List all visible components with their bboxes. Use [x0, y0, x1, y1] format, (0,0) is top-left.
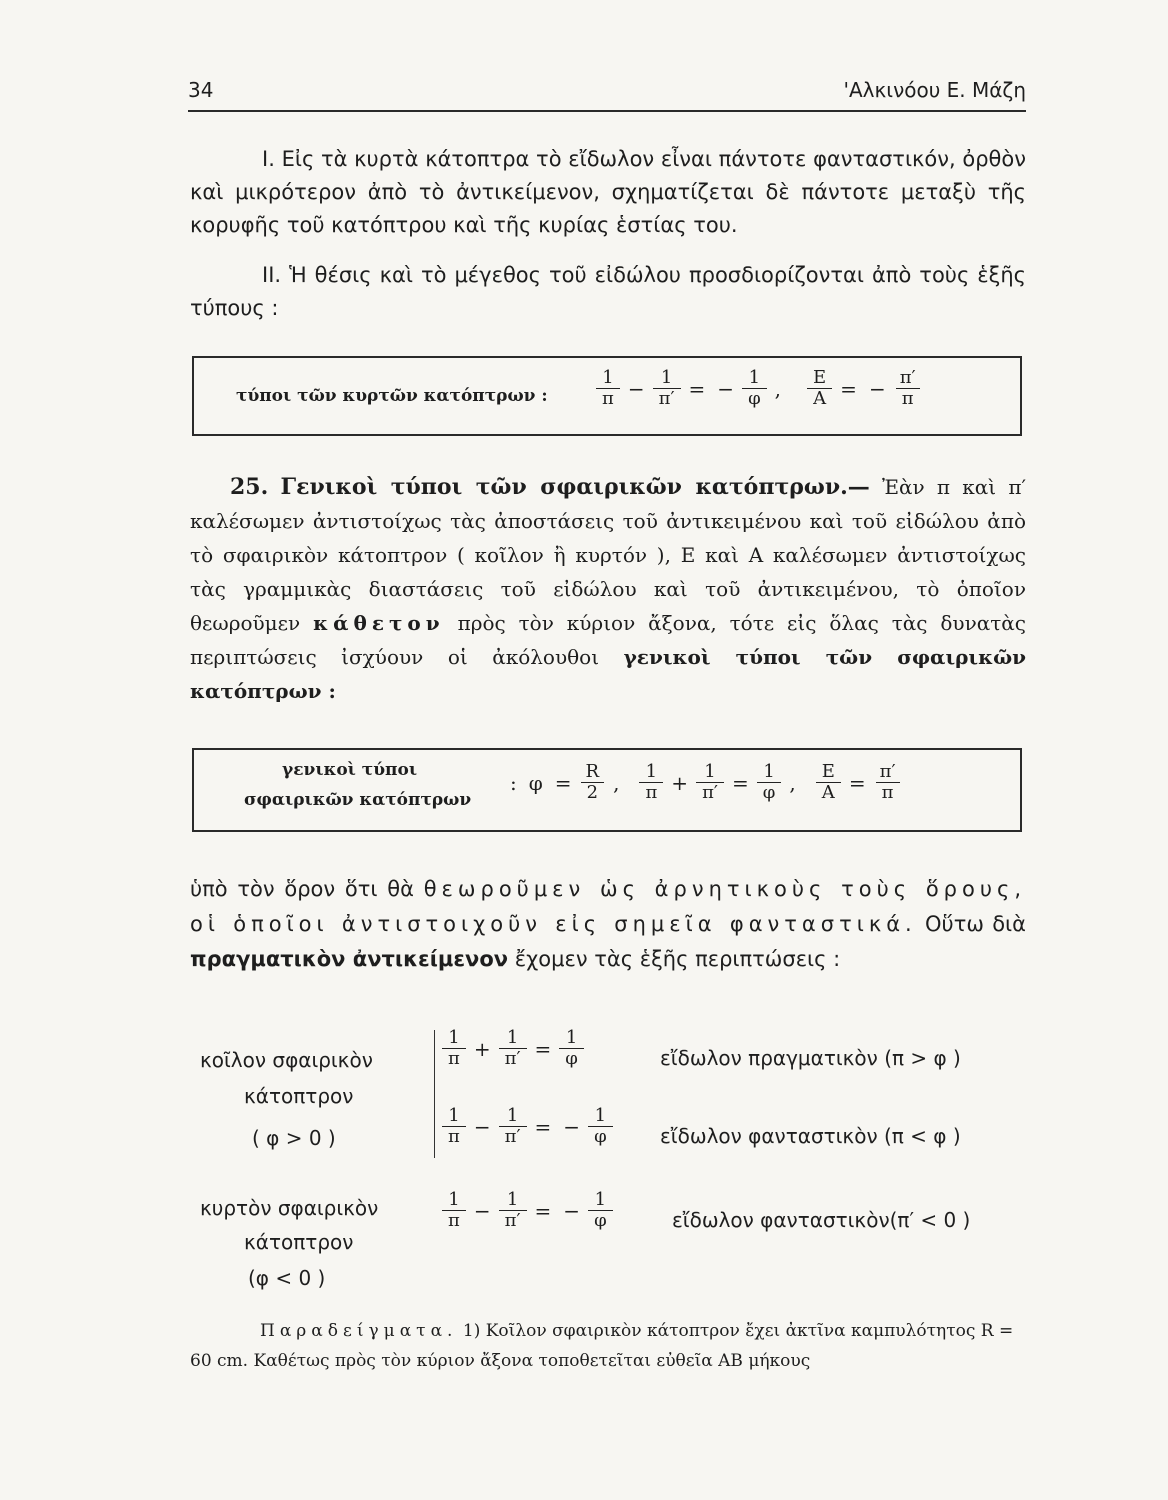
examples-label: Παραδείγματα.: [260, 1321, 458, 1341]
frac-1-over-pi-prime: $\frac{1}{\pi'}$: [653, 368, 681, 409]
frac-pi-prime-over-pi: $\frac{\pi'}{\pi}$: [874, 762, 902, 803]
section-body-b: πρὸς τὸν κύριον ἄξονα, τότε εἰς ὅλας τὰς δυνατὰς περιπτώσεις ἰσχύουν οἱ ἀκόλουθοι: [190, 611, 1026, 669]
convex-formula-box: [192, 356, 1022, 436]
frac-1-over-pi: $\frac{1}{\pi}$: [639, 762, 663, 803]
convention-lead: ὑπὸ τὸν ὅρον ὅτι θὰ: [190, 877, 414, 901]
frac-1-over-phi: $\frac{1}{\varphi}$: [742, 368, 767, 409]
examples-paragraph: [190, 1316, 1026, 1376]
running-head-author: 'Αλκινόου Ε. Μάζη: [843, 78, 1026, 102]
sign-convention-paragraph: [190, 872, 1026, 977]
section-title: Γενικοὶ τύποι τῶν σφαιρικῶν κατόπτρων.—: [280, 474, 870, 500]
page-header: [188, 70, 1026, 112]
general-formula-box: [192, 748, 1022, 832]
result-virtual-image-convex: εἴδωλον φανταστικὸν(π′ < 0 ): [672, 1208, 971, 1232]
convention-bold: πραγματικὸν ἀντικείμενον: [190, 947, 509, 971]
frac-1-over-pi-prime: $\frac{1}{\pi'}$: [696, 762, 724, 803]
convention-tail: ἔχομεν τὰς ἑξῆς περιπτώσεις :: [514, 947, 841, 971]
spaced-word: κάθετον: [313, 611, 445, 635]
section-body-a: Ἐὰν π καὶ π′ καλέσωμεν ἀντιστοίχως τὰς ἀποστάσεις τοῦ ἀντικειμένου καὶ τοῦ εἰδώλου ἀπὸ τὸ σφαιρικὸν κάτοπτρον ( κοῖλον ἢ κυρτόν ), Ε καὶ Α καλέσωμεν ἀντιστοίχως τὰς γραμμικὰς διαστάσεις τοῦ εἰδώλου καὶ τοῦ ἀντικειμένου, τὸ ὁποῖον θεωροῦμεν: [190, 475, 1027, 635]
page-number: 34: [188, 78, 214, 102]
convex-box-label: τύποι τῶν κυρτῶν κατόπτρων :: [236, 386, 548, 406]
result-virtual-image-concave: εἴδωλον φανταστικὸν (π < φ ): [660, 1124, 961, 1148]
concave-label-1: κοῖλον σφαιρικὸν: [200, 1048, 373, 1072]
rule-2-paragraph: II. Ἡ θέσις καὶ τὸ μέγεθος τοῦ εἰδώλου προσδιορίζονται ἀπὸ τοὺς ἑξῆς τύπους :: [190, 263, 1026, 320]
frac-E-over-A: $\frac{E}{A}$: [807, 368, 832, 409]
general-formula: : φ = $\frac{R}{2}$ , $\frac{1}{\pi}$ + $\frac{1}{\pi'}$ = $\frac{1}{\varphi}$ , $\frac{E}{A}$ = $\frac{\pi'}{\pi}$: [504, 762, 904, 803]
convention-spaced: θεωροῦμεν ὡς ἀρνητικοὺς τοὺς ὅρους, οἱ ὁποῖοι ἀντιστοιχοῦν εἰς σημεῖα φανταστικά.: [190, 877, 1026, 936]
convex-label-1: κυρτὸν σφαιρικὸν: [200, 1196, 379, 1220]
concave-condition: ( φ > 0 ): [252, 1126, 336, 1150]
concave-label-2: κάτοπτρον: [244, 1084, 354, 1108]
result-real-image: εἴδωλον πραγματικὸν (π > φ ): [660, 1046, 961, 1070]
frac-1-over-phi: $\frac{1}{\varphi}$: [757, 762, 782, 803]
frac-E-over-A: $\frac{E}{A}$: [816, 762, 841, 803]
general-box-label-2: σφαιρικῶν κατόπτρων: [244, 790, 472, 810]
case-brace: [424, 1030, 435, 1158]
convex-label-2: κάτοπτρον: [244, 1230, 354, 1254]
convex-formula: $\frac{1}{\pi}$ − $\frac{1}{\pi'}$ = − $\frac{1}{\varphi}$ , $\frac{E}{A}$ = − $\frac{\pi'}{\pi}$: [594, 368, 924, 409]
section-25-paragraph: [190, 470, 1026, 708]
examples-text: 1) Κοῖλον σφαιρικὸν κάτοπτρον ἔχει ἀκτῖνα καμπυλότητος R = 60 cm. Καθέτως πρὸς τὸν κύριον ἄξονα τοποθετεῖται εὐθεῖα ΑΒ μήκους: [190, 1321, 1014, 1371]
general-box-label-1: γενικοὶ τύποι: [282, 760, 418, 780]
concave-real-formula: $\frac{1}{\pi}$ + $\frac{1}{\pi'}$ = $\frac{1}{\varphi}$: [440, 1028, 586, 1069]
frac-pi-prime-over-pi: $\frac{\pi'}{\pi}$: [894, 368, 922, 409]
convention-mid: Οὕτω διὰ: [925, 912, 1026, 936]
convex-condition: (φ < 0 ): [248, 1266, 326, 1290]
convex-virtual-formula: $\frac{1}{\pi}$ − $\frac{1}{\pi'}$ = − $\frac{1}{\varphi}$: [440, 1190, 615, 1231]
section-number: 25.: [230, 474, 269, 500]
rule-1-paragraph: I. Εἰς τὰ κυρτὰ κάτοπτρα τὸ εἴδωλον εἶναι πάντοτε φανταστικόν, ὀρθὸν καὶ μικρότερον ἀπὸ τὸ ἀντικείμενον, σχηματίζεται δὲ πάντοτε μεταξὺ τῆς κορυφῆς τοῦ κατόπτρου καὶ τῆς κυρίας ἑστίας του.: [190, 147, 1026, 237]
concave-virtual-formula: $\frac{1}{\pi}$ − $\frac{1}{\pi'}$ = − $\frac{1}{\varphi}$: [440, 1106, 615, 1147]
section-bold-tail: γενικοὶ τύποι τῶν σφαιρικῶν κατόπτρων :: [190, 645, 1027, 703]
frac-R-over-2: $\frac{R}{2}$: [580, 762, 606, 803]
frac-1-over-pi: $\frac{1}{\pi}$: [596, 368, 620, 409]
